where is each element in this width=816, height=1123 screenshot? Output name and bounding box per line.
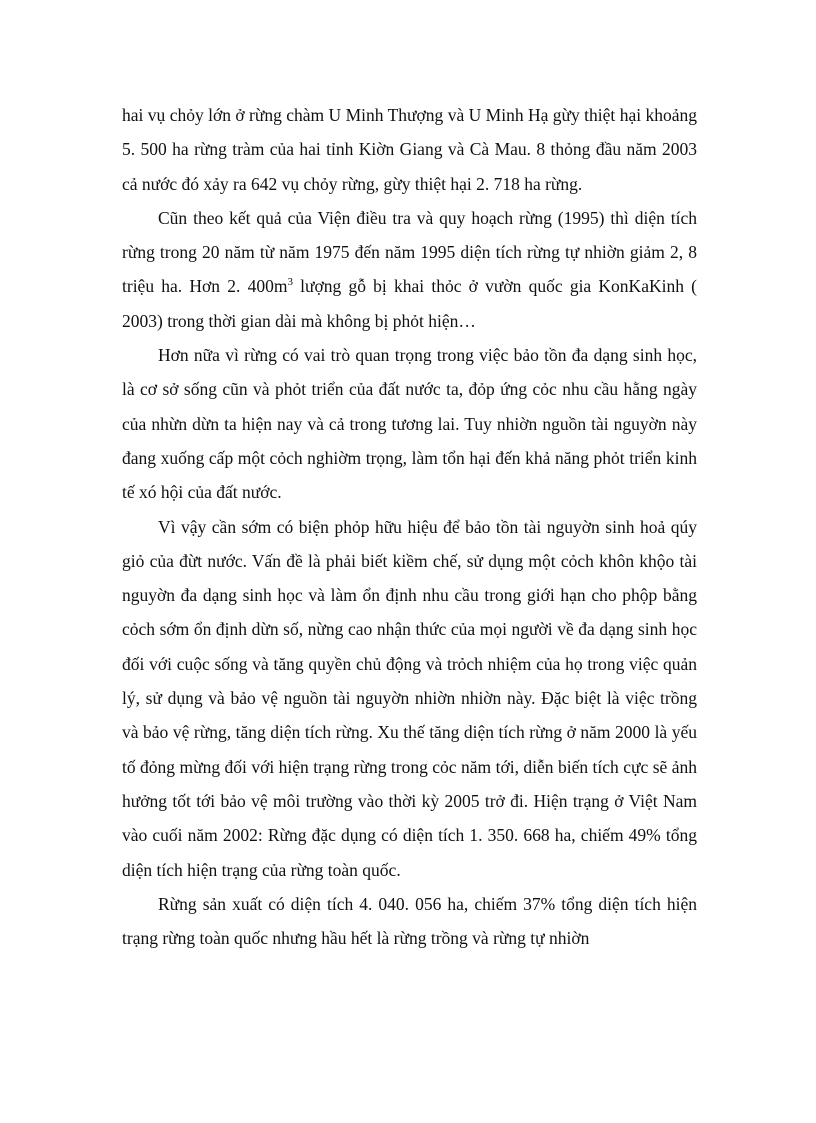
paragraph-2	[122, 201, 697, 338]
paragraph-2-text-before: Cũn theo kết quả của Viện điều tra và quy hoạch rừng (1995) thì diện tích rừng trong 20 năm từ năm 1975 đến năm 1995 diện tích rừng tự nhiờn giảm 2, 8 triệu ha. Hơn 2. 400m	[122, 207, 697, 297]
paragraph-5: Rừng sản xuất có diện tích 4. 040. 056 ha, chiếm 37% tổng diện tích hiện trạng rừng toàn quốc nhưng hầu hết là rừng trồng và rừng tự nhiờn	[122, 893, 697, 949]
document-page	[122, 98, 697, 955]
paragraph-3: Hơn nữa vì rừng có vai trò quan trọng trong việc bảo tồn đa dạng sinh học, là cơ sở sống cũn và phỏt triển của đất nước ta, đỏp ứng cỏc nhu cầu hằng ngày của nhừn dừn ta hiện nay và cả trong tương lai. Tuy nhiờn nguồn tài nguyờn này đang xuống cấp một cỏch nghiờm trọng, làm tổn hại đến khả năng phỏt triển kinh tế xó hội của đất nước.	[122, 345, 697, 503]
superscript-3: 3	[287, 276, 293, 289]
paragraph-1: hai vụ chỏy lớn ở rừng chàm U Minh Thượng và U Minh Hạ gừy thiệt hại khoảng 5. 500 ha rừng tràm của hai tỉnh Kiờn Giang và Cà Mau. 8 thỏng đầu năm 2003 cả nước đó xảy ra 642 vụ chỏy rừng, gừy thiệt hại 2. 718 ha rừng.	[122, 105, 697, 194]
paragraph-2-text-after: lượng gỗ bị khai thỏc ở vườn quốc gia KonKaKinh ( 2003) trong thời gian dài mà không bị phỏt hiện…	[122, 276, 697, 331]
paragraph-4: Vì vậy cần sớm có biện phỏp hữu hiệu để bảo tồn tài nguyờn sinh hoả qúy giỏ của đừt nước. Vấn đề là phải biết kiềm chế, sử dụng một cỏch khôn khộo tài nguyờn đa dạng sinh học và làm ổn định nhu cầu trong giới hạn cho phộp bằng cỏch sớm ổn định dừn số, nừng cao nhận thức của mọi người về đa dạng sinh học đối với cuộc sống và tăng quyền chủ động và trỏch nhiệm của họ trong việc quản lý, sử dụng và bảo vệ nguồn tài nguyờn nhiờn nhiờn này. Đặc biệt là việc trồng và bảo vệ rừng, tăng diện tích rừng. Xu thế tăng diện tích rừng ở năm 2000 là yếu tố đỏng mừng đối với hiện trạng rừng trong cỏc năm tới, diễn biến tích cực sẽ ảnh hưởng tốt tới bảo vệ môi trường vào thời kỳ 2005 trở đi. Hiện trạng ở Việt Nam vào cuối năm 2002: Rừng đặc dụng có diện tích 1. 350. 668 ha, chiếm 49% tổng diện tích hiện trạng của rừng toàn quốc.	[122, 516, 697, 880]
